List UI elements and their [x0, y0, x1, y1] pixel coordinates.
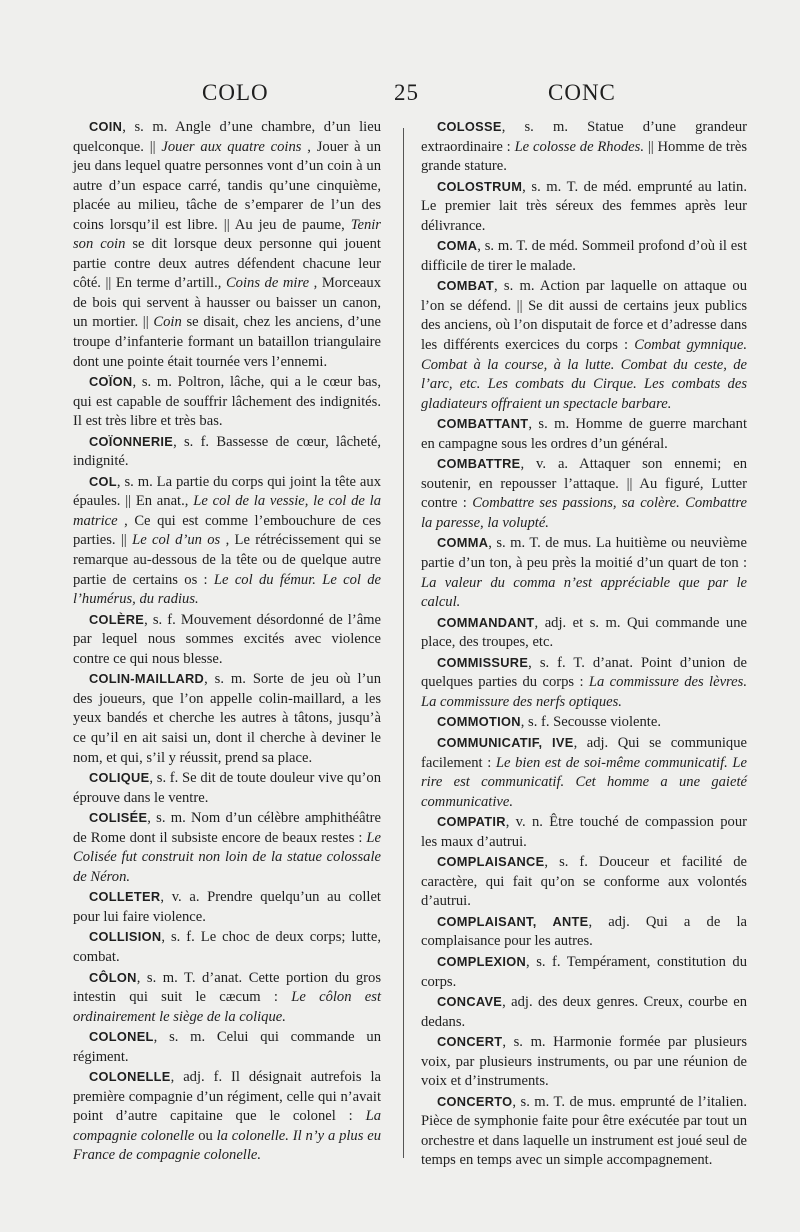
entry-definition: , s. m. Poltron, lâche, qui a le cœur bas, qui est capable de souffrir lâchement des indignités. Il est très libre et très bas.	[73, 374, 381, 430]
entry-example: Le bien est de soi-même communicatif. Le rire est communicatif. Cet homme a une gaieté communicative.	[421, 754, 747, 810]
entry-example: Coin	[153, 314, 182, 331]
entry-headword: COMMUNICATIF, IVE	[437, 734, 574, 750]
left-column	[73, 117, 381, 1166]
header-left-guide-word: COLO	[202, 80, 269, 105]
dictionary-entry	[421, 414, 747, 454]
entry-headword: COMPLAISANCE	[437, 854, 545, 870]
dictionary-entry	[421, 812, 747, 852]
entry-definition: , s. f. Mouvement désordonné de l’âme par lequel nous sommes excités avec violence contre ce qui nous blesse.	[73, 611, 381, 667]
entry-headword: CONCERT	[437, 1034, 503, 1050]
entry-definition: , s. m. Harmonie formée par plusieurs voix, par plusieurs instruments, ou par une réunion de voix et d’instruments.	[421, 1034, 747, 1090]
dictionary-entry	[73, 1027, 381, 1067]
entry-definition: , s. m. Action par laquelle on attaque ou l’on se défend. || Se dit aussi de certains jeux publics des anciens, où l’on disputait de force et d’adresse dans les différents exercices du corps :	[421, 278, 747, 354]
dictionary-entry	[421, 992, 747, 1032]
dictionary-entry	[421, 912, 747, 952]
entry-example: Coins de mire	[225, 275, 310, 292]
entry-example: Le col de la vessie, le col de la matrice	[73, 493, 382, 529]
entry-definition: || Homme de très grande stature.	[421, 138, 747, 175]
entry-headword: COÏONNERIE	[89, 433, 174, 449]
entry-headword: COÏON	[89, 374, 133, 390]
dictionary-entry	[73, 117, 381, 372]
entry-definition: , adj. Qui a de la complaisance pour les autres.	[421, 913, 747, 950]
entry-headword: CONCERTO	[437, 1093, 513, 1109]
dictionary-entry	[421, 733, 747, 812]
entry-definition: , v. a. Attaquer son ennemi; en soutenir, en repousser l’attaque. || Au figuré, Lutter contre :	[421, 456, 747, 512]
dictionary-entry	[421, 653, 747, 713]
entry-headword: COLLISION	[89, 929, 162, 945]
entry-definition: se disait, chez les anciens, d’une troupe d’infanterie formant un bataillon triangulaire dont une pointe était tournée vers l’ennemi.	[73, 314, 382, 370]
dictionary-entry	[421, 117, 747, 177]
entry-definition: , s. f. Se dit de toute douleur vive qu’on éprouve dans le ventre.	[73, 770, 381, 806]
dictionary-entry	[421, 613, 747, 653]
dictionary-entry	[73, 372, 381, 432]
entry-headword: COMPLAISANT, ANTE	[437, 913, 589, 929]
page-header	[0, 80, 800, 116]
entry-definition: , s. m. Sorte de jeu où l’un des joueurs, que l’on appelle colin-maillard, a les yeux bandés et cherche les autres à tâtons, jusqu’à ce qu’il en ait saisi un, dont il cherche à deviner le nom, et qui, s’il y réussit, prend sa place.	[73, 671, 381, 766]
entry-definition: , s. m. T. de méd. Sommeil profond d’où il est difficile de tirer le malade.	[421, 238, 747, 274]
entry-headword: COMBATTRE	[437, 456, 521, 472]
entry-headword: COMBAT	[437, 278, 495, 294]
entry-definition: se dit lorsque deux personne qui jouent partie contre deux autres défendent chacune leur côté. || En terme d’artill.,	[73, 236, 381, 292]
entry-definition: , s. f. Le choc de deux corps; lutte, combat.	[73, 929, 381, 965]
entry-definition: , s. m. Nom d’un célèbre amphithéâtre de Rome dont il subsiste encore de beaux restes :	[73, 810, 381, 846]
dictionary-entry	[421, 852, 747, 912]
entry-definition: , s. m. T. de méd. emprunté au latin. Le premier lait très séreux des femmes après leur délivrance.	[421, 178, 747, 234]
entry-example: La commissure des lèvres. La commissure des nerfs optiques.	[421, 674, 747, 710]
dictionary-entry	[421, 533, 747, 612]
entry-headword: COLOSTRUM	[437, 178, 523, 194]
entry-definition: , s. f. T. d’anat. Point d’union de quelques parties du corps :	[421, 654, 747, 691]
dictionary-entry	[421, 952, 747, 992]
entry-definition: ou	[198, 1127, 213, 1144]
dictionary-entry	[421, 712, 747, 733]
entry-definition: , s. m. Angle d’une chambre, d’un lieu quelconque. ||	[73, 119, 381, 155]
entry-headword: COMBATTANT	[437, 416, 529, 432]
entry-example: La valeur du comma n’est appréciable que par le calcul.	[421, 574, 747, 611]
entry-definition: , s. m. La partie du corps qui joint la tête aux épaules. || En anat.,	[73, 473, 381, 510]
dictionary-entry	[73, 887, 381, 927]
entry-definition: , s. m. Statue d’une grandeur extraordinaire :	[421, 119, 747, 155]
entry-headword: COLLETER	[89, 889, 161, 905]
entry-example: Le côlon est ordinairement le siège de la colique.	[73, 989, 381, 1025]
entry-example: Le colosse de Rhodes.	[514, 138, 644, 155]
entry-definition: , s. m. T. d’anat. Cette portion du gros intestin qui suit le cæcum :	[73, 969, 381, 1006]
entry-headword: CÔLON	[89, 969, 137, 985]
entry-example: Le col du fémur. Le col de l’humérus, du radius.	[73, 571, 382, 608]
dictionary-entry	[73, 472, 381, 610]
dictionary-entry	[421, 1032, 747, 1092]
entry-example: La compagnie colonelle	[73, 1108, 381, 1144]
entry-example: la colonelle. Il n’y a plus eu France de compagnie colonelle.	[73, 1127, 381, 1164]
entry-definition: , adj. des deux genres. Creux, courbe en dedans.	[421, 994, 747, 1030]
dictionary-entry	[73, 610, 381, 670]
entry-headword: COMMOTION	[437, 714, 521, 730]
dictionary-entry	[73, 669, 381, 768]
column-divider	[403, 128, 404, 1158]
dictionary-entry	[73, 432, 381, 472]
dictionary-entry	[73, 1067, 381, 1166]
entry-definition: , s. m. Homme de guerre marchant en campagne sous les ordres d’un général.	[421, 416, 747, 452]
entry-definition: , Jouer à un jeu dans lequel quatre personnes vont d’un coin à un autre d’un espace carré, tandis qu’une cinquième, placée au milieu, tâche de s’emparer de l’un des coins lorsqu’il est libre. || Au jeu de paume,	[73, 138, 381, 233]
entry-definition: , adj. f. Il désignait autrefois la première compagnie d’un régiment, celle qui n’avait point d’autre capitaine que le colonel :	[73, 1069, 381, 1125]
entry-definition: , s. f. Bassesse de cœur, lâcheté, indignité.	[73, 433, 381, 470]
entry-definition: , v. n. Être touché de compassion pour les maux d’autrui.	[421, 814, 747, 850]
entry-example: Combat gymnique. Combat à la course, à la lutte. Combat du ceste, de l’arc, etc. Les combats du Cirque. Les combats des gladiateurs offraient un spectacle barbare.	[421, 337, 747, 412]
entry-example: Le Colisée fut construit non loin de la statue colossale de Néron.	[73, 829, 382, 885]
entry-headword: COMPLEXION	[437, 953, 527, 969]
entry-headword: COLÈRE	[89, 611, 145, 627]
entry-definition: , v. a. Prendre quelqu’un au collet pour lui faire violence.	[73, 889, 381, 925]
entry-example: Jouer aux quatre coins	[161, 138, 302, 155]
dictionary-entry	[421, 454, 747, 533]
page-number: 25	[394, 80, 419, 105]
entry-definition: , s. m. T. de mus. La huitième ou neuvième partie d’un ton, à peu près la moitié d’un quart de ton :	[421, 535, 747, 572]
dictionary-entry	[421, 236, 747, 276]
dictionary-entry	[421, 1092, 747, 1171]
dictionary-entry	[73, 768, 381, 808]
entry-headword: COL	[89, 473, 117, 489]
entry-example: Le col d’un os	[132, 532, 221, 549]
entry-headword: COLONELLE	[89, 1069, 171, 1085]
entry-headword: COLISÉE	[89, 810, 148, 826]
entry-example: Tenir son coin	[73, 216, 381, 253]
entry-definition: , s. m. Celui qui commande un régiment.	[73, 1029, 381, 1065]
entry-headword: COMPATIR	[437, 814, 506, 830]
entry-definition: , adj. et s. m. Qui commande une place, des troupes, etc.	[421, 614, 747, 651]
dictionary-entry	[73, 808, 381, 887]
entry-definition: , Morceaux de bois qui servent à hausser ou baisser un canon, un mortier. ||	[73, 275, 381, 331]
entry-headword: COLOSSE	[437, 119, 502, 134]
right-column	[421, 117, 747, 1171]
entry-headword: COLIN-MAILLARD	[89, 671, 205, 687]
entry-example: Combattre ses passions, sa colère. Combattre la paresse, la volupté.	[421, 495, 747, 531]
entry-headword: COIN	[89, 119, 123, 134]
dictionary-entry	[421, 276, 747, 414]
entry-definition: , Le rétrécissement qui se remarque au-dessous de la tête ou de quelque autre partie de certains os :	[73, 532, 382, 588]
entry-headword: CONCAVE	[437, 994, 503, 1010]
header-right-guide-word: CONC	[548, 80, 616, 105]
dictionary-entry	[73, 927, 381, 967]
entry-definition: , s. f. Douceur et facilité de caractère, qui fait qu’on se conforme aux volontés d’autrui.	[421, 854, 747, 910]
entry-definition: , Ce qui est comme l’embouchure de ces parties. ||	[73, 512, 381, 549]
entry-definition: , s. m. T. de mus. emprunté de l’italien. Pièce de symphonie faite pour être exécutée par tout un orchestre et dans laquelle un instrument est joué seul de temps en temps avec un simple accompagnement.	[421, 1093, 747, 1169]
entry-headword: COMA	[437, 238, 478, 254]
entry-definition: , s. f. Tempérament, constitution du corps.	[421, 953, 747, 990]
dictionary-entry	[73, 968, 381, 1028]
entry-headword: COMMA	[437, 535, 489, 551]
dictionary-entry	[421, 177, 747, 237]
entry-headword: COLONEL	[89, 1029, 154, 1045]
entry-definition: , s. f. Secousse violente.	[520, 714, 661, 731]
entry-headword: COLIQUE	[89, 770, 150, 786]
entry-headword: COMMANDANT	[437, 614, 535, 630]
entry-definition: , adj. Qui se communique facilement :	[421, 734, 747, 771]
entry-headword: COMMISSURE	[437, 654, 529, 670]
